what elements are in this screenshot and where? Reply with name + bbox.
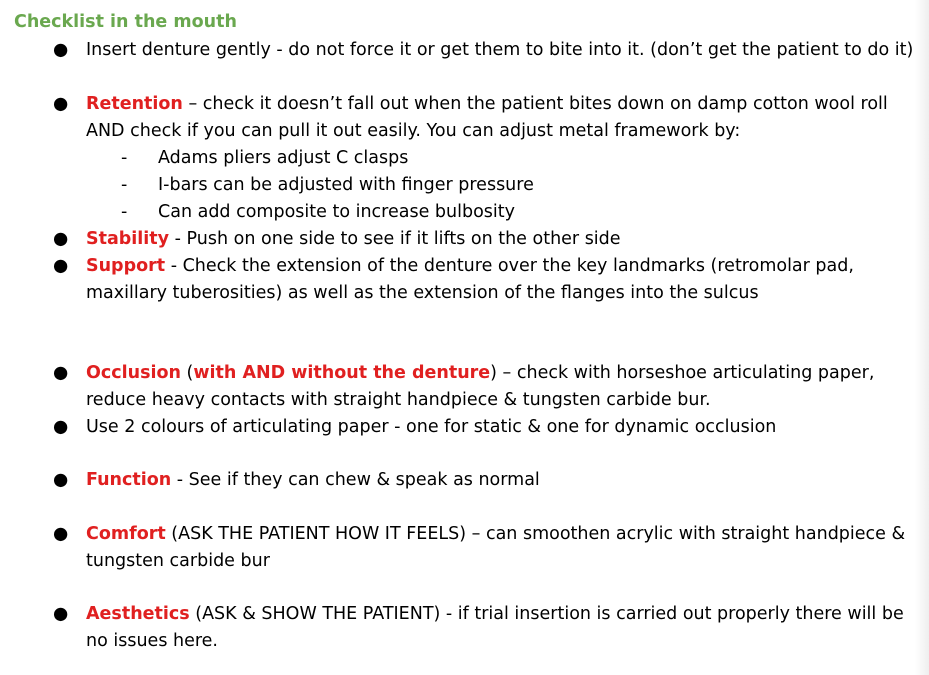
bullet-icon: ●	[53, 524, 69, 544]
list-item-function	[86, 467, 916, 494]
item-text: Insert denture gently - do not force it or get them to bite into it. (don’t get the patient to do it)	[86, 40, 914, 60]
list-item-support	[86, 253, 916, 307]
item-text: - Push on one side to see if it lifts on the other side	[169, 229, 621, 249]
sub-item-composite: Can add composite to increase bulbosity	[158, 202, 515, 222]
retention-label: Retention	[86, 94, 183, 114]
occlusion-qualifier: with AND without the denture	[193, 363, 491, 383]
bullet-icon: ●	[53, 40, 69, 60]
dash-icon: -	[121, 175, 128, 195]
list-item-insert-denture	[86, 37, 916, 64]
list-item-aesthetics	[86, 601, 916, 655]
list-item-retention	[86, 91, 916, 145]
bullet-icon: ●	[53, 417, 69, 437]
bullet-icon: ●	[53, 94, 69, 114]
bullet-icon: ●	[53, 256, 69, 276]
item-text: – check it doesn’t fall out when the patient bites down on damp cotton wool roll AND check if you can pull it out easily. You can adjust metal framework by:	[86, 94, 888, 141]
support-label: Support	[86, 256, 166, 276]
item-text: - Check the extension of the denture over the key landmarks (retromolar pad, maxillary tuberosities) as well as the extension of the flanges into the sulcus	[86, 256, 854, 303]
list-item-stability	[86, 226, 916, 253]
bullet-icon: ●	[53, 363, 69, 383]
item-text: (ASK THE PATIENT HOW IT FEELS) – can smoothen acrylic with straight handpiece & tungsten carbide bur	[86, 524, 906, 571]
checklist-heading: Checklist in the mouth	[14, 12, 237, 32]
item-text: Use 2 colours of articulating paper - one for static & one for dynamic occlusion	[86, 417, 777, 437]
stability-label: Stability	[86, 229, 170, 249]
bullet-icon: ●	[53, 470, 69, 490]
item-text: (ASK & SHOW THE PATIENT) - if trial insertion is carried out properly there will be no issues here.	[86, 604, 904, 651]
aesthetics-label: Aesthetics	[86, 604, 190, 624]
list-item-articulating-paper	[86, 414, 916, 441]
item-text: - See if they can chew & speak as normal	[171, 470, 540, 490]
comfort-label: Comfort	[86, 524, 166, 544]
occlusion-label: Occlusion	[86, 363, 181, 383]
bullet-icon: ●	[53, 229, 69, 249]
page-edge-shadow	[915, 0, 929, 675]
bullet-icon: ●	[53, 604, 69, 624]
function-label: Function	[86, 470, 172, 490]
dash-icon: -	[121, 148, 128, 168]
list-item-comfort	[86, 521, 916, 575]
item-text: (	[180, 363, 194, 383]
item-text: ) – check with horseshoe articulating paper, reduce heavy contacts with straight handpiece & tungsten carbide bur.	[86, 363, 875, 410]
sub-item-adams-pliers: Adams pliers adjust C clasps	[158, 148, 409, 168]
dash-icon: -	[121, 202, 128, 222]
sub-item-i-bars: I-bars can be adjusted with finger pressure	[158, 175, 534, 195]
list-item-occlusion	[86, 360, 916, 414]
